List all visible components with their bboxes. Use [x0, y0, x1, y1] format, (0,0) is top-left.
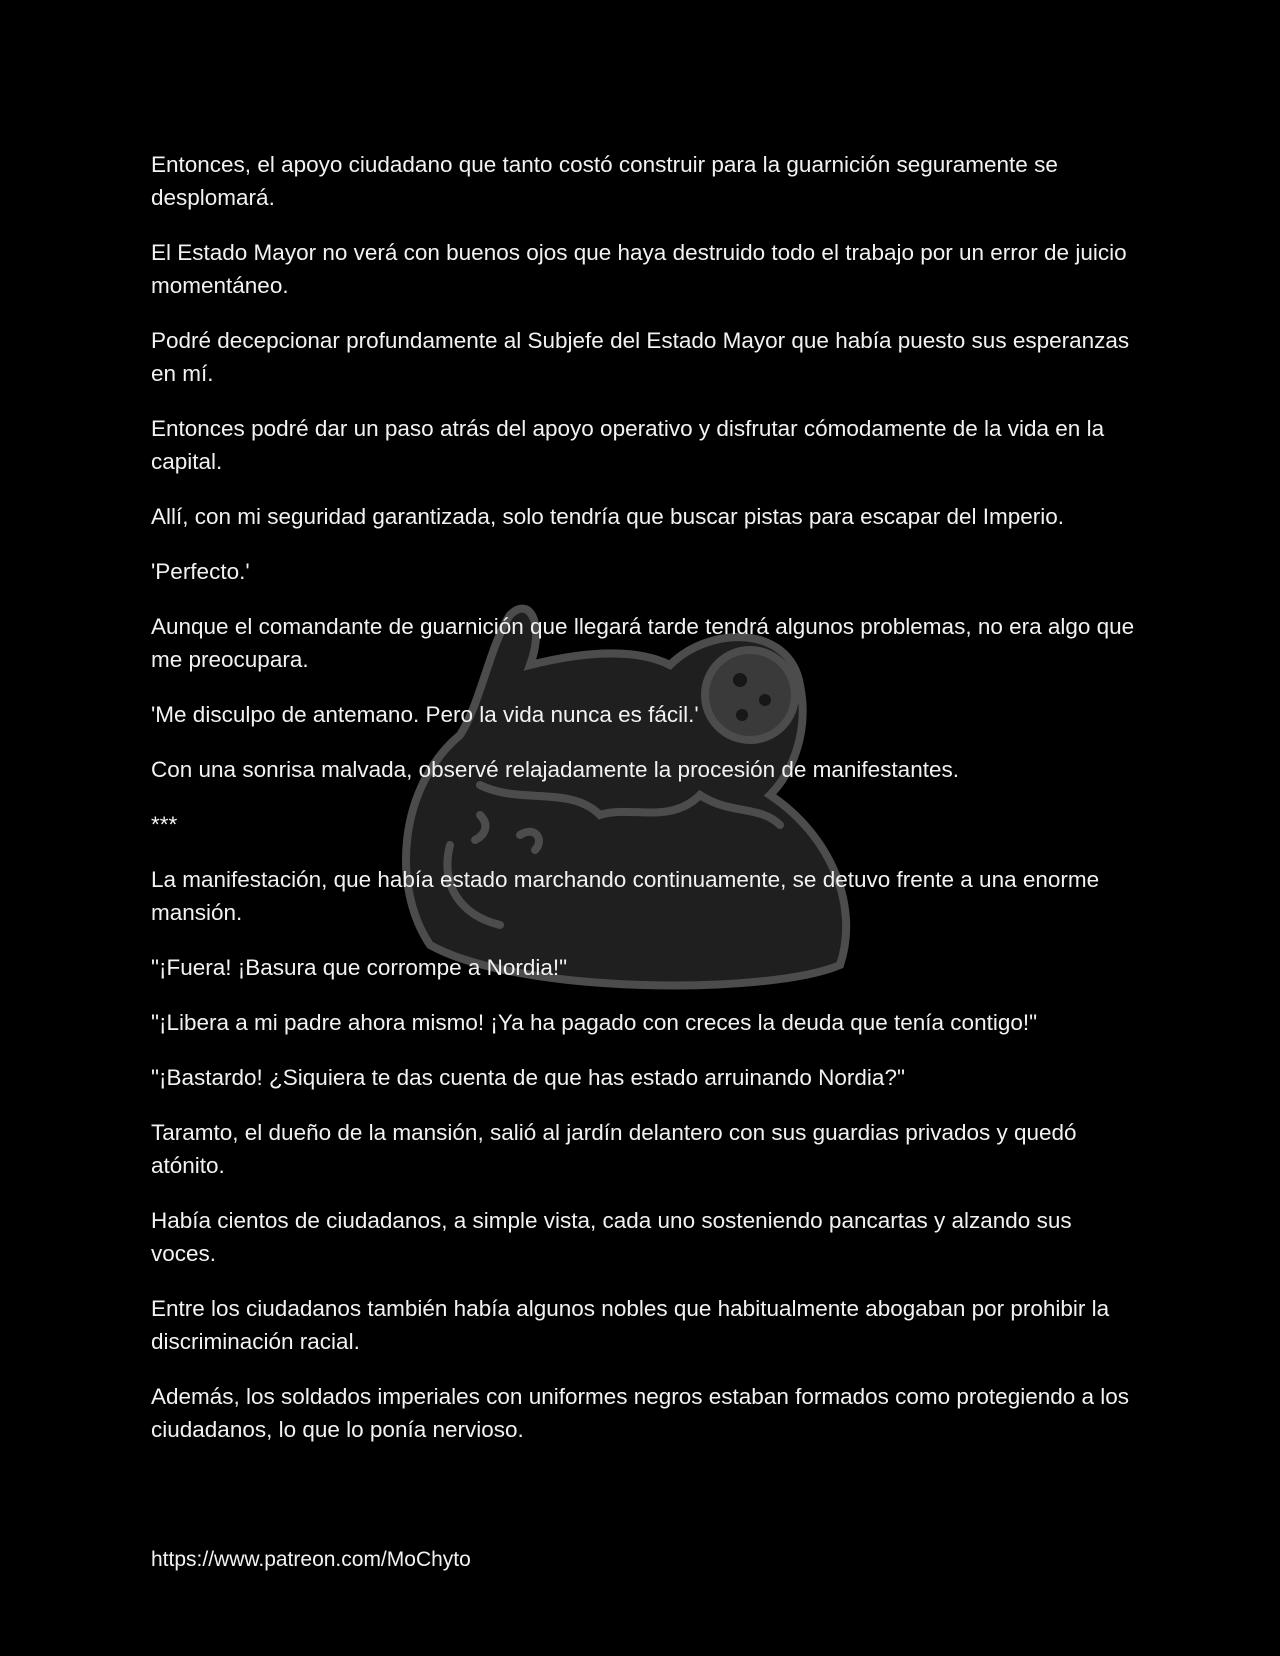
scene-break: ***: [151, 812, 178, 837]
paragraph: 'Me disculpo de antemano. Pero la vida nunca es fácil.': [151, 702, 699, 727]
paragraph: El Estado Mayor no verá con buenos ojos que haya destruido todo el trabajo por un error de juicio momentáneo.: [151, 240, 1127, 298]
paragraph: Podré decepcionar profundamente al Subjefe del Estado Mayor que había puesto sus esperanzas en mí.: [151, 328, 1130, 386]
paragraph: "¡Libera a mi padre ahora mismo! ¡Ya ha pagado con creces la deuda que tenía contigo!": [151, 1010, 1038, 1035]
paragraph: Entre los ciudadanos también había algunos nobles que habitualmente abogaban por prohibir la discriminación racial.: [151, 1296, 1110, 1354]
paragraph: Además, los soldados imperiales con uniformes negros estaban formados como protegiendo a los ciudadanos, lo que lo ponía nervioso.: [151, 1384, 1130, 1442]
paragraph: Entonces, el apoyo ciudadano que tanto costó construir para la guarnición seguramente se desplomará.: [151, 152, 1058, 210]
paragraph: Con una sonrisa malvada, observé relajadamente la procesión de manifestantes.: [151, 757, 959, 782]
paragraph: Entonces podré dar un paso atrás del apoyo operativo y disfrutar cómodamente de la vida en la capital.: [151, 416, 1105, 474]
paragraph: La manifestación, que había estado marchando continuamente, se detuvo frente a una enorme mansión.: [151, 867, 1100, 925]
paragraph: "¡Fuera! ¡Basura que corrompe a Nordia!": [151, 955, 568, 980]
chapter-text: [151, 148, 1141, 1468]
paragraph: Taramto, el dueño de la mansión, salió al jardín delantero con sus guardias privados y quedó atónito.: [151, 1120, 1077, 1178]
paragraph: "¡Bastardo! ¿Siquiera te das cuenta de que has estado arruinando Nordia?": [151, 1065, 905, 1090]
paragraph: Había cientos de ciudadanos, a simple vista, cada uno sosteniendo pancartas y alzando sus voces.: [151, 1208, 1072, 1266]
paragraph: 'Perfecto.': [151, 559, 250, 584]
patreon-link[interactable]: https://www.patreon.com/MoChyto: [151, 1548, 471, 1571]
paragraph: Aunque el comandante de guarnición que llegará tarde tendrá algunos problemas, no era algo que me preocupara.: [151, 614, 1135, 672]
paragraph: Allí, con mi seguridad garantizada, solo tendría que buscar pistas para escapar del Imperio.: [151, 504, 1065, 529]
